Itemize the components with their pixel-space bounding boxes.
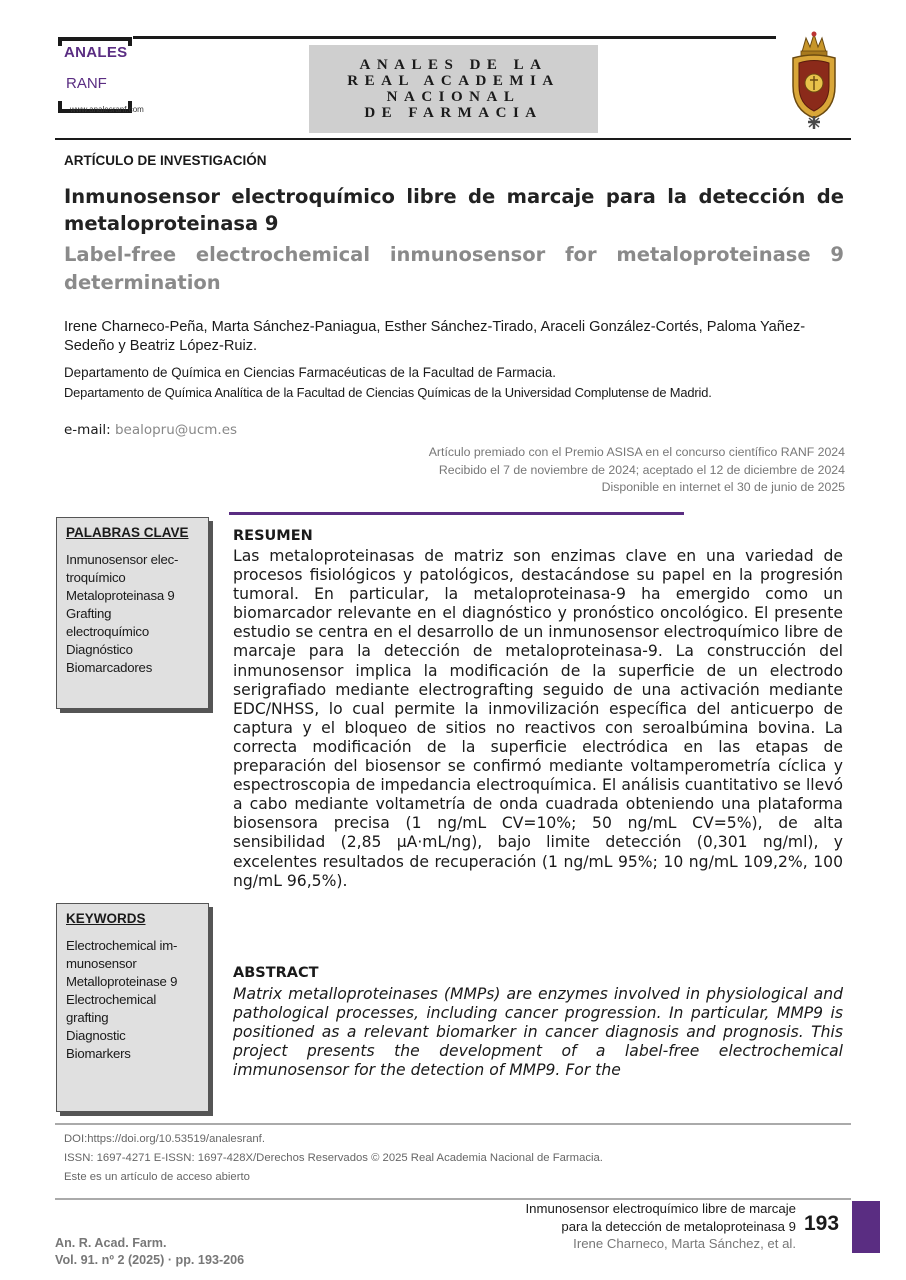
running-title-line-2: para la detección de metaloproteinasa 9 xyxy=(561,1218,796,1234)
journal-name-line-1: ANALES DE LA xyxy=(359,57,548,73)
logo-anales-text: ANALES xyxy=(64,44,128,61)
resumen-body: Las metaloproteinasas de matriz son enzimas clave en una variedad de procesos fisiológicos y patológicos, destacándose su papel en la progresión tumoral. En particular, la metaloproteinasa-9 ha emergido como un biomarcador relevante en el diagnóstico y pronóstico oncológico. El presente estudio se centra en el desarrollo de un inmunosensor electroquímico libre de marcaje para la detección de metaloproteinasa-9. La construcción del inmunosensor implica la modificación de la superficie de un electrodo serigrafiado mediante electrografting seguido de una activación mediante EDC/NHSS, lo cual permite la inmovilización específica del anticuerpo de captura y el bloqueo de sitios no reactivos con seroalbúmina bovina. La correcta modificación de la superficie electródica en las etapas de preparación del biosensor se confirmó mediante voltamperometría cíclica y espectroscopia de impedancia electroquímica. El análisis cuantitativo se llevó a cabo mediante voltametría de onda cuadrada obteniendo una plataforma biosensora precisa (1 ng/mL CV=10%; 50 ng/mL CV=5%), de alta sensibilidad (2,85 µA·mL/ng), bajo limite detección (0,301 ng/ml), y excelentes resultados de recuperación (1 ng/mL 95%; 10 ng/mL 109,2%, 100 ng/mL 96,5%). xyxy=(233,547,843,890)
keyword-item: Inmunosensor elec- xyxy=(66,552,179,567)
page-number: 193 xyxy=(804,1212,840,1235)
keywords-box-spanish xyxy=(56,517,209,709)
available-date: Disponible en internet el 30 de junio de 2025 xyxy=(601,480,845,494)
award-note: Artículo premiado con el Premio ASISA en el concurso científico RANF 2024 xyxy=(428,445,845,459)
keywords-heading-spanish: PALABRAS CLAVE xyxy=(66,525,189,540)
email-address[interactable]: bealopru@ucm.es xyxy=(114,422,238,438)
keyword-item: Metaloproteinasa 9 xyxy=(66,588,175,603)
header-top-rule xyxy=(133,36,776,39)
email-label: e-mail: xyxy=(64,422,111,438)
keyword-item: Grafting xyxy=(66,606,112,621)
keyword-item: Diagnóstico xyxy=(66,642,133,657)
keyword-item: electroquímico xyxy=(66,624,149,639)
keyword-item: Electrochemical im- xyxy=(66,938,178,953)
article-title-spanish: Inmunosensor electroquímico libre de marcaje para la detección de metaloproteinasa 9 xyxy=(64,185,844,235)
keyword-item: Diagnostic xyxy=(66,1028,126,1043)
keywords-heading-english: KEYWORDS xyxy=(66,911,146,926)
journal-name-line-3: NACIONAL xyxy=(386,89,521,105)
journal-name-box xyxy=(309,45,598,133)
keywords-box-english xyxy=(56,903,209,1112)
abstract-heading: ABSTRACT xyxy=(233,965,319,981)
keyword-item: troquímico xyxy=(66,570,126,585)
doi-line[interactable]: DOI:https://doi.org/10.53519/analesranf. xyxy=(64,1133,265,1145)
article-title-english: Label-free electrochemical inmunosensor for metaloproteinase 9 determination xyxy=(64,243,844,294)
logo-ranf-text: RANF xyxy=(66,75,107,92)
keyword-item: grafting xyxy=(66,1010,109,1025)
received-date: Recibido el 7 de noviembre de 2024; aceptado el 12 de diciembre de 2024 xyxy=(438,462,845,477)
academy-crest-icon xyxy=(783,30,845,130)
keyword-item: Metalloproteinase 9 xyxy=(66,974,178,989)
running-title-line-1: Inmunosensor electroquímico libre de marcaje xyxy=(525,1201,796,1216)
abstract-body: Matrix metalloproteinases (MMPs) are enzymes involved in physiological and pathological processes, including cancer progression. In particular, MMP9 is positioned as a relevant biomarker in cancer diagnosis and prognosis. This project presents the development of a label-free electrochemical immunosensor for the detection of MMP9. For the xyxy=(233,985,843,1080)
running-authors: Irene Charneco, Marta Sánchez, et al. xyxy=(573,1236,796,1251)
open-access-line: Este es un artículo de acceso abierto xyxy=(64,1171,250,1183)
header-bottom-rule xyxy=(55,138,851,140)
logo-url: www.analesranf.com xyxy=(70,105,144,114)
article-type: ARTÍCULO DE INVESTIGACIÓN xyxy=(64,153,267,168)
issn-line: ISSN: 1697-4271 E-ISSN: 1697-428X/Derechos Reservados © 2025 Real Academia Nacional de Farmacia. xyxy=(64,1152,603,1164)
keyword-item: Biomarkers xyxy=(66,1046,131,1061)
keyword-item: Electrochemical xyxy=(66,992,157,1007)
article-dates xyxy=(429,444,845,497)
journal-abbrev: An. R. Acad. Farm. xyxy=(55,1236,167,1250)
authors: Irene Charneco-Peña, Marta Sánchez-Paniagua, Esther Sánchez-Tirado, Araceli González-Cortés, Paloma Yañez-Sedeño y Beatriz López-Ruiz. xyxy=(64,319,806,354)
section-divider xyxy=(229,512,684,515)
keyword-item: Biomarcadores xyxy=(66,660,153,675)
running-title xyxy=(526,1200,796,1253)
journal-logo xyxy=(58,37,170,119)
contact-email xyxy=(64,422,237,438)
affiliation-1: Departamento de Química en Ciencias Farmacéuticas de la Facultad de Farmacia. xyxy=(64,365,556,380)
journal-volume: Vol. 91. nº 2 (2025) · pp. 193-206 xyxy=(55,1253,245,1267)
footer-top-rule xyxy=(55,1123,851,1125)
resumen-heading: RESUMEN xyxy=(233,528,313,544)
journal-name-line-4: DE FARMACIA xyxy=(364,105,543,121)
affiliation-2: Departamento de Química Analítica de la Facultad de Ciencias Químicas de la Universidad Complutense de Madrid. xyxy=(64,385,712,400)
page-edge-tab xyxy=(852,1201,880,1253)
keyword-item: munosensor xyxy=(66,956,137,971)
journal-name-line-2: REAL ACADEMIA xyxy=(347,73,560,89)
journal-reference xyxy=(55,1235,244,1269)
